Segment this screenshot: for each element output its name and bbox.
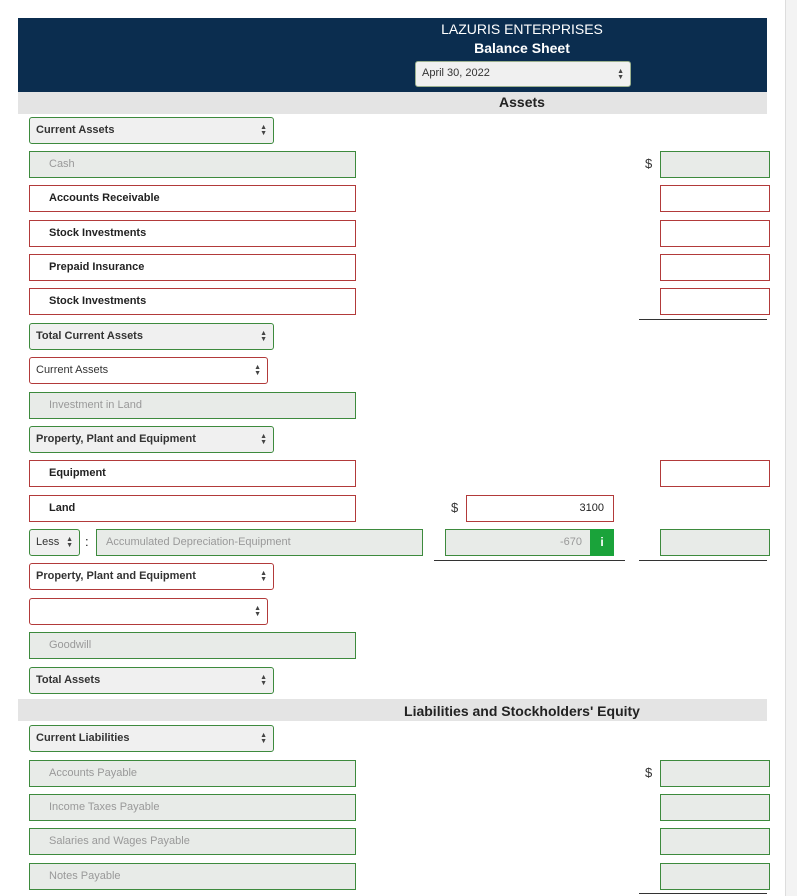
select-arrows-icon: ▲ ▼	[617, 68, 624, 81]
investment-in-land-field[interactable]: Investment in Land	[29, 392, 356, 419]
select-arrows-icon: ▲ ▼	[260, 433, 267, 446]
select-arrows-icon: ▲ ▼	[260, 570, 267, 583]
subtotal-rule	[639, 319, 767, 320]
select-arrows-icon: ▲ ▼	[254, 364, 261, 377]
stock-investments-field[interactable]: Stock Investments	[29, 220, 356, 247]
cash-field[interactable]: Cash	[29, 151, 356, 178]
page-scrollbar[interactable]	[785, 0, 797, 896]
subtotal-rule	[434, 560, 625, 561]
ppe-select-2[interactable]: Property, Plant and Equipment ▲ ▼	[29, 563, 274, 590]
accumulated-depreciation-amount-input[interactable]: -670	[445, 529, 590, 556]
stock-investments-amount-input[interactable]	[660, 220, 770, 247]
accounts-receivable-amount-input[interactable]	[660, 185, 770, 212]
income-taxes-payable-field[interactable]: Income Taxes Payable	[29, 794, 356, 821]
accounts-payable-field[interactable]: Accounts Payable	[29, 760, 356, 787]
liabilities-heading: Liabilities and Stockholders' Equity	[404, 703, 640, 719]
statement-header	[18, 18, 767, 92]
land-field[interactable]: Land	[29, 495, 356, 522]
date-select[interactable]	[415, 61, 631, 87]
stock-investments-field-2[interactable]: Stock Investments	[29, 288, 356, 315]
total-current-assets-select[interactable]: Total Current Assets ▲ ▼	[29, 323, 274, 350]
cash-amount-input[interactable]	[660, 151, 770, 178]
select-arrows-icon: ▲ ▼	[260, 330, 267, 343]
info-icon[interactable]: i	[590, 529, 614, 556]
equipment-amount-input[interactable]	[660, 460, 770, 487]
select-arrows-icon: ▲ ▼	[260, 674, 267, 687]
goodwill-field[interactable]: Goodwill	[29, 632, 356, 659]
ppe-net-amount-input[interactable]	[660, 529, 770, 556]
salaries-wages-payable-field[interactable]: Salaries and Wages Payable	[29, 828, 356, 855]
select-arrows-icon: ▲ ▼	[254, 605, 261, 618]
current-assets-select[interactable]: Current Assets ▲ ▼	[29, 117, 274, 144]
current-liabilities-select[interactable]: Current Liabilities ▲ ▼	[29, 725, 274, 752]
accumulated-depreciation-field[interactable]: Accumulated Depreciation-Equipment	[96, 529, 423, 556]
prepaid-insurance-field[interactable]: Prepaid Insurance	[29, 254, 356, 281]
select-arrows-icon: ▲ ▼	[66, 536, 73, 549]
date-select-value: April 30, 2022	[422, 67, 490, 79]
select-arrows-icon: ▲ ▼	[260, 124, 267, 137]
statement-title: Balance Sheet	[474, 40, 570, 56]
dollar-sign: $	[451, 500, 459, 515]
subtotal-rule	[639, 560, 767, 561]
income-taxes-payable-amount-input[interactable]	[660, 794, 770, 821]
dollar-sign: $	[645, 156, 653, 171]
equipment-field[interactable]: Equipment	[29, 460, 356, 487]
accounts-receivable-field[interactable]: Accounts Receivable	[29, 185, 356, 212]
total-assets-select[interactable]: Total Assets ▲ ▼	[29, 667, 274, 694]
colon-separator: :	[85, 534, 89, 549]
dollar-sign: $	[645, 765, 653, 780]
notes-payable-field[interactable]: Notes Payable	[29, 863, 356, 890]
select-arrows-icon: ▲ ▼	[260, 732, 267, 745]
prepaid-insurance-amount-input[interactable]	[660, 254, 770, 281]
ppe-select[interactable]: Property, Plant and Equipment ▲ ▼	[29, 426, 274, 453]
blank-select[interactable]	[29, 598, 268, 625]
land-amount-input[interactable]: 3100	[466, 495, 614, 522]
notes-payable-amount-input[interactable]	[660, 863, 770, 890]
current-assets-select-2[interactable]: Current Assets ▲ ▼	[29, 357, 268, 384]
assets-heading: Assets	[499, 94, 545, 110]
company-name: LAZURIS ENTERPRISES	[441, 21, 603, 37]
salaries-wages-payable-amount-input[interactable]	[660, 828, 770, 855]
assets-section-bar	[18, 92, 767, 114]
stock-investments-amount-input-2[interactable]	[660, 288, 770, 315]
subtotal-rule	[639, 893, 767, 894]
accounts-payable-amount-input[interactable]	[660, 760, 770, 787]
less-select[interactable]: Less ▲ ▼	[29, 529, 80, 556]
